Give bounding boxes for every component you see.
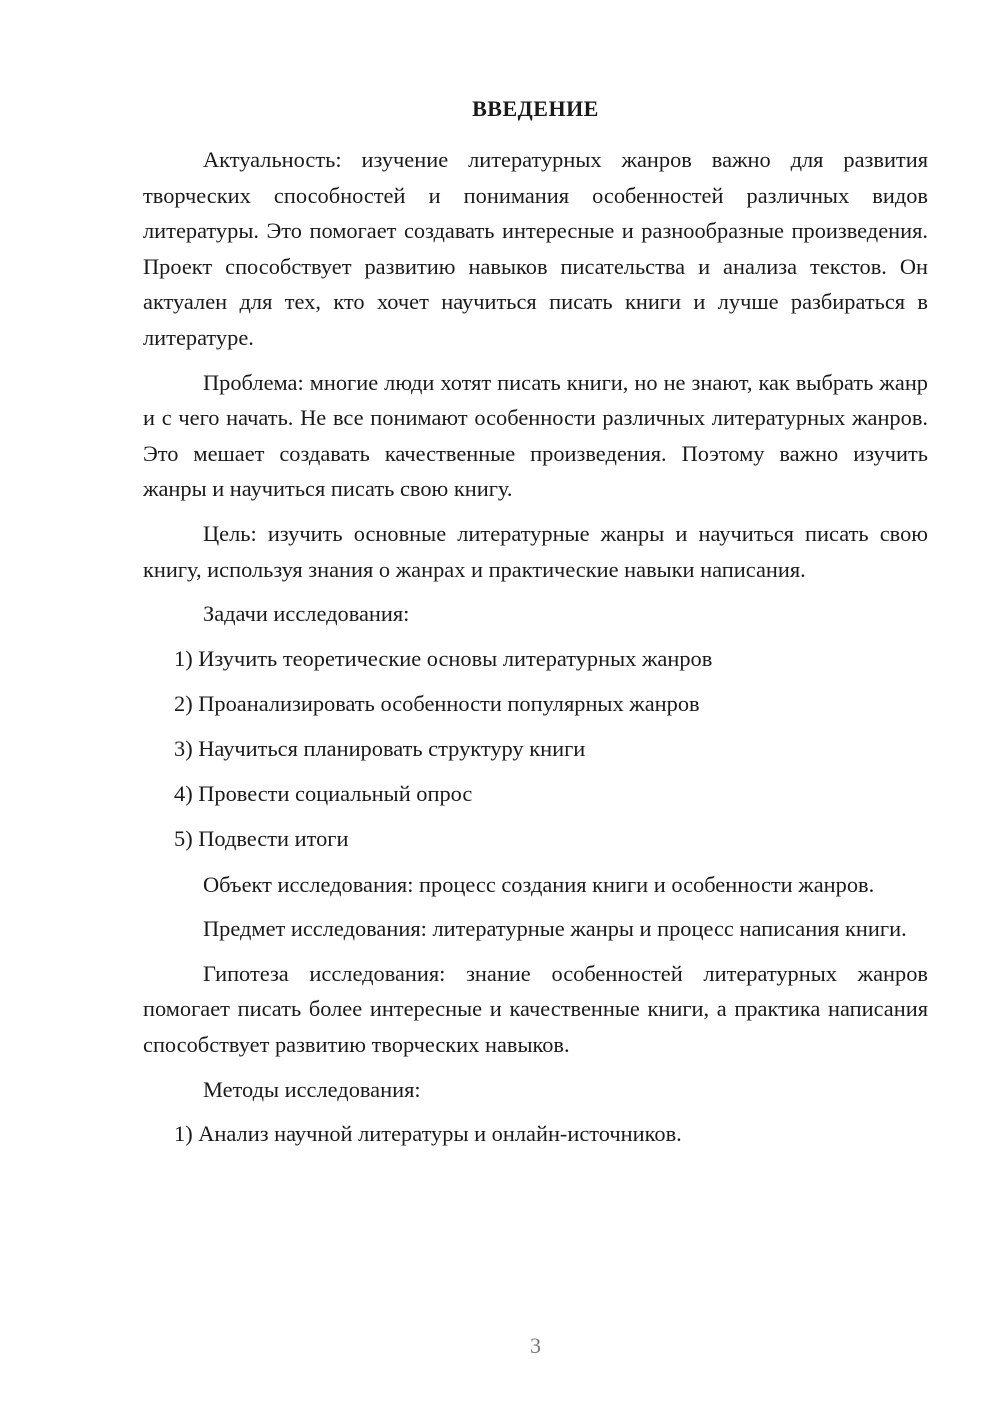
tasks-label: Задачи исследования: (203, 601, 410, 627)
task-item: 4) Провести социальный опрос (174, 781, 473, 807)
section-heading: ВВЕДЕНИЕ (472, 96, 599, 121)
goal-paragraph: Цель: изучить основные литературные жанры и научиться писать свою книгу, используя знания о жанрах и практические навыки написания. (143, 520, 928, 582)
methods-label: Методы исследования: (203, 1076, 421, 1102)
task-item: 2) Проанализировать особенности популярных жанров (174, 690, 700, 716)
methods-list (143, 1116, 928, 1152)
relevance-paragraph: Актуальность: изучение литературных жанров важно для развития творческих способностей и понимания особенностей различных видов литературы. Это помогает создавать интересные и разнообразные произведения. Проект способствует развитию навыков писательства и анализа текстов. Он актуален для тех, кто хочет научиться писать книги и лучше разбираться в литературе. (143, 147, 928, 350)
task-item: 3) Научиться планировать структуру книги (174, 736, 586, 762)
problem-paragraph: Проблема: многие люди хотят писать книги, но не знают, как выбрать жанр и с чего начать. Не все понимают особенности различных литературных жанров. Это мешает создавать качественные произведения. Поэтому важно изучить жанры и научиться писать свою книгу. (143, 369, 928, 502)
tasks-list (143, 641, 928, 857)
task-item: 5) Подвести итоги (174, 826, 349, 852)
subject-paragraph: Предмет исследования: литературные жанры и процесс написания книги. (203, 916, 907, 942)
document-body (143, 142, 928, 1161)
method-item: 1) Анализ научной литературы и онлайн-источников. (174, 1121, 682, 1147)
task-item: 1) Изучить теоретические основы литературных жанров (174, 645, 713, 671)
document-page (143, 0, 928, 1414)
object-paragraph: Объект исследования: процесс создания книги и особенности жанров. (203, 871, 875, 897)
hypothesis-paragraph: Гипотеза исследования: знание особенностей литературных жанров помогает писать более интересные и качественные книги, а практика написания способствует развитию творческих навыков. (143, 960, 928, 1058)
page-number: 3 (530, 1333, 541, 1358)
